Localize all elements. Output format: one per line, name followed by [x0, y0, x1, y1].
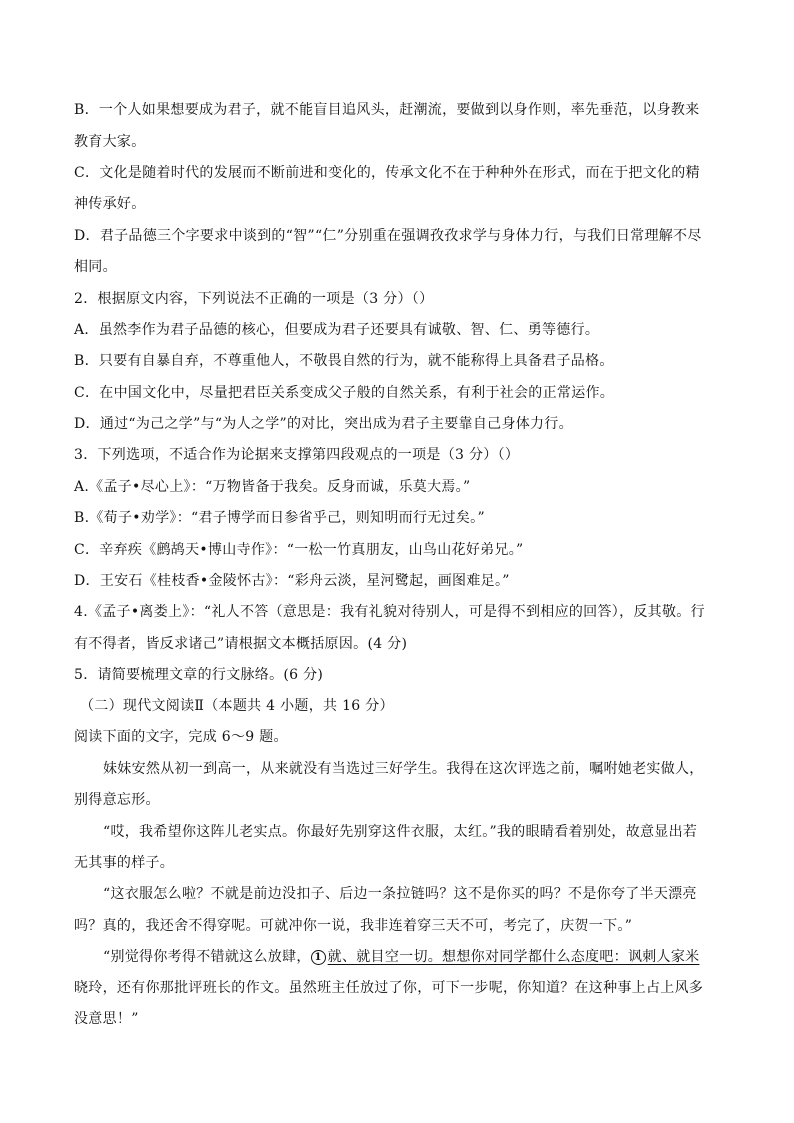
q2-option-d: D．通过“为己之学”与“为人之学”的对比，突出成为君子主要靠自己身体力行。 [74, 416, 573, 432]
passage-paragraph-2-line-1: “哎，我希望你这阵儿老实点。你最好先别穿这件衣服，太红。”我的眼睛看着别处，故意显出若 [103, 824, 698, 840]
option-c-line-1: C．文化是随着时代的发展而不断前进和变化的，传承文化不在于种种外在形式，而在于把文化的精 [74, 165, 700, 181]
question-2: 2．根据原文内容，下列说法不正确的一项是（3 分）（） [74, 291, 434, 307]
passage-paragraph-1-line-1: 妹妹安然从初一到高一，从来就没有当选过三好学生。我得在这次评选之前，嘱咐她老实做人， [103, 761, 704, 777]
question-4-line-2: 有不得者，皆反求诸己”请根据文本概括原因。(4 分) [74, 636, 408, 652]
passage-paragraph-4-line-3: 没意思！” [74, 1011, 139, 1027]
q2-option-a: A．虽然李作为君子品德的核心，但要成为君子还要具有诚敬、智、仁、勇等德行。 [74, 322, 600, 338]
q3-option-b: B.《荀子•劝学》：“君子博学而日参省乎己，则知明而行无过矣。” [74, 510, 485, 526]
circled-number-1: 1 [311, 950, 326, 965]
passage-paragraph-3-line-2: 吗？真的，我还舍不得穿呢。可就冲你一说，我非连着穿三天不可，考完了，庆贺一下。” [74, 918, 633, 934]
q2-option-c: C．在中国文化中，尽量把君臣关系变成父子般的自然关系，有利于社会的正常运作。 [74, 385, 615, 401]
q3-option-c: C．辛弃疾《鹧鸪天•博山寺作》：“一松一竹真朋友，山鸟山花好弟兄。” [74, 542, 524, 558]
underlined-sentence: 就、就目空一切。想想你对同学都什么态度吧：讽刺人家米 [327, 949, 700, 965]
question-5: 5．请简要梳理文章的行文脉络。(6 分) [74, 667, 324, 683]
passage-paragraph-4-line-2: 晓玲，还有你那批评班长的作文。虽然班主任放过了你，可下一步呢，你知道？在这种事上占上风多 [74, 980, 704, 996]
option-b-line-2: 教育大家。 [74, 134, 146, 150]
q3-option-a: A.《孟子•尽心上》：“万物皆备于我矣。反身而诚，乐莫大焉。” [74, 479, 471, 495]
option-b-line-1: B．一个人如果想要成为君子，就不能盲目追风头，赶潮流，要做到以身作则，率先垂范，以身教来 [74, 102, 700, 118]
question-3: 3．下列选项，不适合作为论据来支撑第四段观点的一项是（3 分）（） [74, 447, 520, 463]
reading-instruction: 阅读下面的文字，完成 6～9 题。 [74, 729, 288, 745]
option-d-line-1: D．君子品德三个字要求中谈到的“智”“仁”分别重在强调孜孜求学与身体力行，与我们日常理解不尽 [74, 228, 702, 244]
option-d-line-2: 相同。 [74, 259, 117, 275]
passage-paragraph-3-line-1: “这衣服怎么啦？不就是前边没扣子、后边一条拉链吗？这不是你买的吗？不是你夸了半天漂亮 [103, 886, 697, 902]
passage-paragraph-1-line-2: 别得意忘形。 [74, 792, 160, 808]
paragraph-4-start: “别觉得你考得不错就这么放肆， [103, 949, 311, 965]
passage-paragraph-4-line-1 [103, 948, 723, 966]
q3-option-d: D．王安石《桂枝香•金陵怀古》：“彩舟云淡，星河鹭起，画图难足。” [74, 573, 510, 589]
section-heading: （二）现代文阅读Ⅱ（本题共 4 小题，共 16 分） [80, 698, 394, 714]
option-c-line-2: 神传承好。 [74, 196, 146, 212]
question-4-line-1: 4.《孟子•离娄上》：“礼人不答（意思是：我有礼貌对待别人，可是得不到相应的回答），反其敬。行 [74, 604, 705, 620]
q2-option-b: B．只要有自暴自弃，不尊重他人，不敬畏自然的行为，就不能称得上具备君子品格。 [74, 353, 614, 369]
passage-paragraph-2-line-2: 无其事的样子。 [74, 855, 175, 871]
